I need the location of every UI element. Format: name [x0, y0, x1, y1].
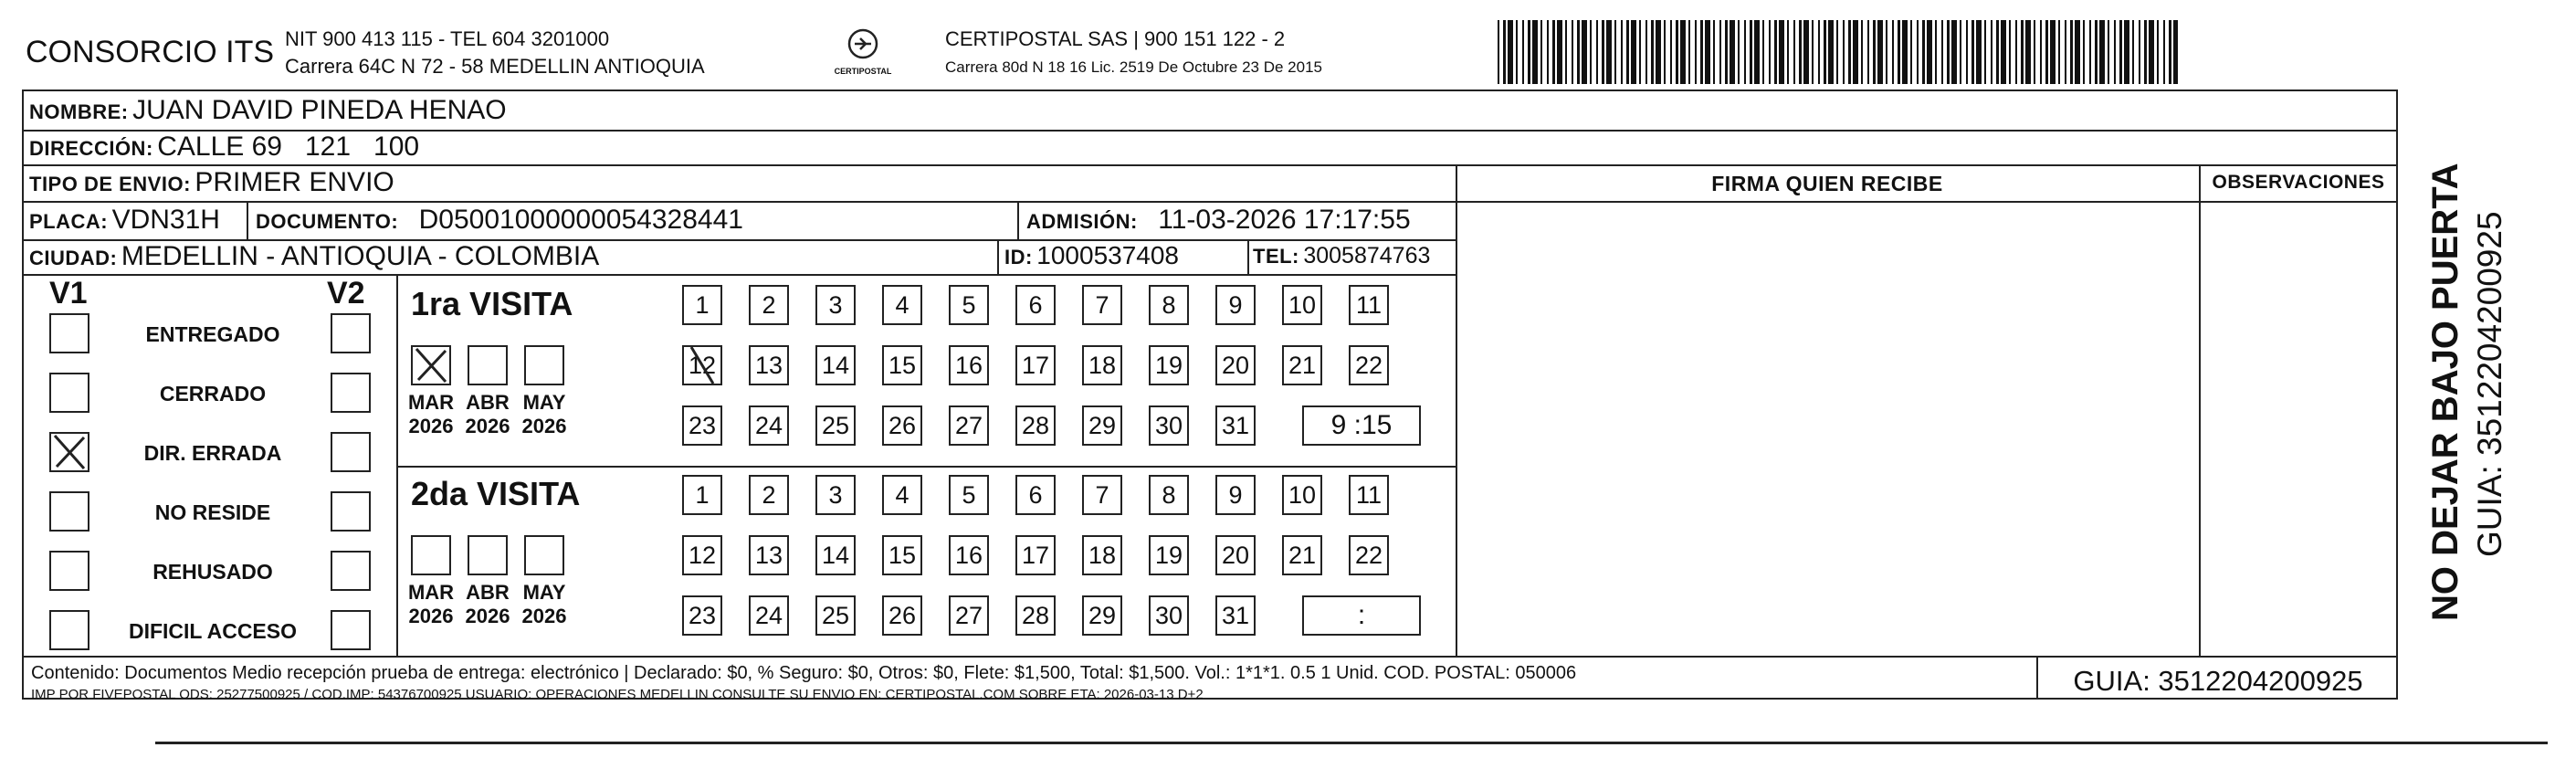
- barcode-bar: [1508, 20, 1513, 84]
- barcode-bar: [1750, 20, 1752, 84]
- status-v2-checkbox[interactable]: [331, 373, 371, 413]
- status-v1-checkbox[interactable]: [49, 551, 89, 591]
- barcode-bar: [1976, 20, 1982, 84]
- first-visit-day[interactable]: 12: [682, 345, 722, 385]
- first-visit-day[interactable]: 27: [949, 405, 989, 446]
- v1-label: V1: [49, 276, 88, 311]
- barcode-bar: [1966, 20, 1968, 84]
- second-visit-day[interactable]: 7: [1082, 475, 1122, 515]
- barcode-bar: [1498, 20, 1499, 84]
- barcode-bar: [1848, 20, 1851, 84]
- city-value: MEDELLIN - ANTIOQUIA - COLOMBIA: [121, 241, 600, 271]
- handwritten-slash-icon: [682, 345, 722, 385]
- first-visit-month-checkbox[interactable]: [468, 345, 508, 385]
- second-visit-day[interactable]: 23: [682, 595, 722, 636]
- second-visit-day[interactable]: 9: [1215, 475, 1256, 515]
- barcode-bar: [1700, 20, 1703, 84]
- first-visit-day[interactable]: 19: [1149, 345, 1189, 385]
- footer-contents: Contenido: Documentos Medio recepción prueba de entrega: electrónico | Declarado: $0, % Seguro: $0, Otros: $0, Flete: $1,500, Total: $1,500. Vol.: 1*1*1. 0.5 1 Unid. COD. POSTAL: 050006: [31, 663, 1577, 683]
- barcode-bar: [1861, 20, 1863, 84]
- barcode-bar: [1922, 20, 1925, 84]
- second-visit-month-label: MAY 2026: [521, 581, 567, 627]
- status-label: DIFICIL ACCESO: [128, 619, 297, 643]
- second-visit-day[interactable]: 19: [1149, 535, 1189, 575]
- carrier-logo: [813, 26, 913, 80]
- barcode-bar: [1984, 20, 1986, 84]
- status-label: NO RESIDE: [154, 500, 271, 524]
- first-visit-time[interactable]: 9 :15: [1302, 405, 1421, 446]
- carrier-logo-icon: [813, 26, 913, 62]
- second-visit-time[interactable]: :: [1302, 595, 1421, 636]
- barcode-bar: [1877, 20, 1883, 84]
- first-visit-day[interactable]: 7: [1082, 285, 1122, 325]
- barcode-bar: [1547, 20, 1549, 84]
- barcode-bar: [2065, 20, 2066, 84]
- first-visit-day[interactable]: 22: [1349, 345, 1389, 385]
- admission-value: 11-03-2026 17:17:55: [1158, 205, 1411, 235]
- barcode-bar: [1873, 20, 1876, 84]
- status-label: CERRADO: [159, 382, 267, 405]
- second-visit-day[interactable]: 11: [1349, 475, 1389, 515]
- carrier-name: CERTIPOSTAL SAS | 900 151 122 - 2: [945, 27, 1286, 50]
- second-visit-title: 2da VISITA: [411, 475, 581, 512]
- status-v2-checkbox[interactable]: [331, 491, 371, 532]
- second-visit-day[interactable]: 25: [815, 595, 856, 636]
- barcode-bar: [1582, 20, 1587, 84]
- second-visit-day[interactable]: 6: [1015, 475, 1056, 515]
- barcode-bar: [1695, 20, 1697, 84]
- second-visit-day[interactable]: 30: [1149, 595, 1189, 636]
- second-visit-month-label: ABR 2026: [465, 581, 510, 627]
- barcode-bar: [2034, 20, 2035, 84]
- barcode-bar: [2144, 20, 2147, 84]
- status-v1-checkbox[interactable]: [49, 491, 89, 532]
- second-visit-day[interactable]: 17: [1015, 535, 1056, 575]
- barcode-bar: [1960, 20, 1961, 84]
- barcode-bar: [1762, 20, 1764, 84]
- barcode-bar: [1836, 20, 1838, 84]
- barcode-bar: [2075, 20, 2080, 84]
- second-visit-day[interactable]: 10: [1282, 475, 1322, 515]
- address-label: DIRECCIÓN:: [29, 137, 153, 160]
- second-visit-month-checkbox[interactable]: [524, 535, 564, 575]
- barcode-bar: [2169, 20, 2171, 84]
- barcode-bar: [1927, 20, 1932, 84]
- barcode-bar: [2095, 20, 2098, 84]
- barcode-bar: [2083, 20, 2085, 84]
- first-visit-month-checkbox[interactable]: [524, 345, 564, 385]
- barcode-bar: [1645, 20, 1647, 84]
- recipient-name-row: [29, 95, 507, 126]
- second-visit-day[interactable]: 12: [682, 535, 722, 575]
- second-visit-day[interactable]: 1: [682, 475, 722, 515]
- carrier-logo-text: CERTIPOSTAL: [834, 67, 892, 76]
- barcode-bar: [1812, 20, 1814, 84]
- second-visit-day[interactable]: 27: [949, 595, 989, 636]
- status-label: ENTREGADO: [145, 322, 280, 346]
- first-visit-day[interactable]: 6: [1015, 285, 1056, 325]
- type-label: TIPO DE ENVIO:: [29, 173, 191, 195]
- second-visit-day[interactable]: 26: [882, 595, 922, 636]
- barcode-bar: [1664, 20, 1666, 84]
- barcode-bar: [1532, 20, 1538, 84]
- barcode-bar: [1947, 20, 1950, 84]
- barcode-bar: [1898, 20, 1900, 84]
- barcode-bar: [1744, 20, 1746, 84]
- barcode-bar: [1719, 20, 1721, 84]
- barcode-bar: [1670, 20, 1672, 84]
- company-address: Carrera 64C N 72 - 58 MEDELLIN ANTIOQUIA: [285, 55, 705, 78]
- status-v2-checkbox[interactable]: [331, 610, 371, 650]
- barcode-bar: [2139, 20, 2140, 84]
- barcode-bar: [1656, 20, 1661, 84]
- first-visit-day[interactable]: 4: [882, 285, 922, 325]
- barcode-bar: [2070, 20, 2073, 84]
- barcode-bar: [1516, 20, 1518, 84]
- barcode-bar: [2001, 20, 2006, 84]
- v2-label: V2: [327, 276, 365, 311]
- tel-cell: [1253, 243, 1430, 269]
- plate-value: VDN31H: [111, 205, 220, 235]
- plate-label: PLACA:: [29, 210, 109, 233]
- observations-title: OBSERVACIONES: [2212, 172, 2385, 193]
- barcode-bar: [1639, 20, 1641, 84]
- barcode-bar: [1596, 20, 1598, 84]
- side-warning: [2425, 110, 2466, 621]
- second-visit-day[interactable]: 24: [749, 595, 789, 636]
- barcode-bar: [1626, 20, 1629, 84]
- tel-label: TEL:: [1253, 245, 1299, 268]
- first-visit-day[interactable]: 2: [749, 285, 789, 325]
- barcode-bar: [2149, 20, 2154, 84]
- barcode-bar: [2132, 20, 2134, 84]
- barcode-bar: [2025, 20, 2031, 84]
- barcode-bar: [1503, 20, 1506, 84]
- barcode-bar: [1779, 20, 1784, 84]
- barcode-bar: [1676, 20, 1678, 84]
- tel-value: 3005874763: [1303, 243, 1431, 268]
- first-visit-day[interactable]: 8: [1149, 285, 1189, 325]
- barcode-bar: [1774, 20, 1777, 84]
- barcode-bar: [1572, 20, 1573, 84]
- second-visit-day[interactable]: 28: [1015, 595, 1056, 636]
- barcode-bar: [1590, 20, 1592, 84]
- barcode-bar: [1528, 20, 1530, 84]
- barcode-bar: [1824, 20, 1826, 84]
- second-visit-day[interactable]: 16: [949, 535, 989, 575]
- barcode-bar: [2099, 20, 2105, 84]
- admission-cell: [1026, 205, 1411, 236]
- second-visit-day[interactable]: 5: [949, 475, 989, 515]
- city-label: CIUDAD:: [29, 247, 118, 269]
- status-v2-checkbox[interactable]: [331, 551, 371, 591]
- city-cell: [29, 241, 599, 272]
- first-visit-day[interactable]: 25: [815, 405, 856, 446]
- name-label: NOMBRE:: [29, 100, 129, 123]
- second-visit-day[interactable]: 20: [1215, 535, 1256, 575]
- first-visit-day[interactable]: 31: [1215, 405, 1256, 446]
- barcode-bar: [2119, 20, 2122, 84]
- second-visit-day[interactable]: 31: [1215, 595, 1256, 636]
- first-visit-day[interactable]: 28: [1015, 405, 1056, 446]
- barcode-bar: [1843, 20, 1845, 84]
- first-visit-title: 1ra VISITA: [411, 285, 573, 322]
- status-v1-checkbox[interactable]: [49, 610, 89, 650]
- first-visit-day[interactable]: 5: [949, 285, 989, 325]
- first-visit-day[interactable]: 10: [1282, 285, 1322, 325]
- first-visit-day[interactable]: 21: [1282, 345, 1322, 385]
- barcode-bar: [1738, 20, 1740, 84]
- second-visit-day[interactable]: 3: [815, 475, 856, 515]
- first-visit-day[interactable]: 3: [815, 285, 856, 325]
- first-visit-day[interactable]: 29: [1082, 405, 1122, 446]
- shipment-type: PRIMER ENVIO: [195, 167, 394, 197]
- barcode-bar: [1725, 20, 1728, 84]
- handwritten-x-icon: [413, 347, 449, 384]
- barcode-bar: [1818, 20, 1820, 84]
- barcode-bar: [1754, 20, 1760, 84]
- first-visit-day[interactable]: 9: [1215, 285, 1256, 325]
- id-label: ID:: [1004, 246, 1033, 268]
- shipment-type-row: [29, 167, 394, 198]
- first-visit-day[interactable]: 24: [749, 405, 789, 446]
- first-visit-day[interactable]: 20: [1215, 345, 1256, 385]
- barcode-bar: [1565, 20, 1567, 84]
- recipient-address-row: [29, 132, 419, 163]
- second-visit-day[interactable]: 21: [1282, 535, 1322, 575]
- barcode-bar: [2058, 20, 2060, 84]
- barcode-bar: [1867, 20, 1869, 84]
- barcode-bar: [2009, 20, 2011, 84]
- second-visit-month-label: MAR 2026: [407, 581, 455, 627]
- barcode: [1498, 20, 2178, 84]
- document-value: D05001000000054328441: [418, 205, 743, 235]
- status-v1-checkbox[interactable]: [49, 313, 89, 353]
- barcode-bar: [1892, 20, 1894, 84]
- first-visit-day[interactable]: 11: [1349, 285, 1389, 325]
- plate-cell: [29, 205, 220, 236]
- barcode-bar: [1910, 20, 1912, 84]
- first-visit-month-label: MAR 2026: [407, 391, 455, 437]
- barcode-bar: [1769, 20, 1771, 84]
- id-value: 1000537408: [1036, 241, 1180, 269]
- admission-label: ADMISIÓN:: [1026, 210, 1138, 233]
- status-v1-checkbox[interactable]: [49, 432, 89, 472]
- barcode-bar: [1828, 20, 1834, 84]
- document-label: DOCUMENTO:: [256, 210, 399, 233]
- barcode-bar: [1917, 20, 1919, 84]
- company-nit: NIT 900 413 115 - TEL 604 3201000: [285, 27, 610, 50]
- signature-title: FIRMA QUIEN RECIBE: [1711, 172, 1943, 195]
- first-visit-day[interactable]: 26: [882, 405, 922, 446]
- barcode-bar: [1941, 20, 1943, 84]
- status-v1-checkbox[interactable]: [49, 373, 89, 413]
- footer-imp: IMP POR FIVEPOSTAL ODS: 25277500925 / COD.IMP: 54376700925 USUARIO: OPERACIONES MEDELLIN CONSULTE SU ENVIO EN: CERTIPOSTAL.COM SOBRE ETA: 2026-03-13 D+2: [31, 687, 1204, 702]
- barcode-bar: [1705, 20, 1710, 84]
- barcode-bar: [1540, 20, 1542, 84]
- document-cell: [256, 205, 743, 236]
- barcode-bar: [1614, 20, 1616, 84]
- barcode-bar: [1730, 20, 1735, 84]
- status-label: REHUSADO: [152, 560, 273, 584]
- barcode-bar: [2114, 20, 2116, 84]
- first-visit-day[interactable]: 30: [1149, 405, 1189, 446]
- barcode-bar: [1522, 20, 1524, 84]
- barcode-bar: [1557, 20, 1562, 84]
- footer-guia: GUIA: 3512204200925: [2073, 665, 2363, 697]
- second-visit-day[interactable]: 13: [749, 535, 789, 575]
- barcode-bar: [1799, 20, 1802, 84]
- barcode-bar: [1971, 20, 1974, 84]
- barcode-bar: [2021, 20, 2024, 84]
- barcode-bar: [2163, 20, 2165, 84]
- barcode-bar: [1793, 20, 1795, 84]
- first-visit-day[interactable]: 16: [949, 345, 989, 385]
- second-visit-day[interactable]: 2: [749, 475, 789, 515]
- barcode-bar: [1631, 20, 1636, 84]
- barcode-bar: [1787, 20, 1789, 84]
- barcode-bar: [2045, 20, 2048, 84]
- company-name: CONSORCIO ITS: [26, 35, 275, 69]
- first-visit-day[interactable]: 17: [1015, 345, 1056, 385]
- barcode-bar: [1602, 20, 1604, 84]
- second-visit-day[interactable]: 29: [1082, 595, 1122, 636]
- second-visit-day[interactable]: 14: [815, 535, 856, 575]
- status-label: DIR. ERRADA: [143, 441, 282, 465]
- barcode-bar: [1680, 20, 1686, 84]
- recipient-address: CALLE 69 121 100: [157, 132, 420, 162]
- barcode-bar: [1621, 20, 1623, 84]
- second-visit-day[interactable]: 18: [1082, 535, 1122, 575]
- barcode-bar: [1577, 20, 1580, 84]
- barcode-bar: [1606, 20, 1612, 84]
- first-visit-day[interactable]: 14: [815, 345, 856, 385]
- first-visit-day[interactable]: 13: [749, 345, 789, 385]
- first-visit-day[interactable]: 1: [682, 285, 722, 325]
- first-visit-month-checkbox[interactable]: [411, 345, 451, 385]
- second-visit-month-checkbox[interactable]: [468, 535, 508, 575]
- barcode-bar: [1853, 20, 1858, 84]
- barcode-bar: [2050, 20, 2056, 84]
- barcode-bar: [1996, 20, 1999, 84]
- side-warning-text: NO DEJAR BAJO PUERTA: [2425, 163, 2466, 621]
- first-visit-day[interactable]: 23: [682, 405, 722, 446]
- status-v2-checkbox[interactable]: [331, 313, 371, 353]
- barcode-bar: [1951, 20, 1957, 84]
- barcode-bar: [2040, 20, 2042, 84]
- barcode-bar: [1688, 20, 1690, 84]
- barcode-bar: [2089, 20, 2091, 84]
- handwritten-x-icon: [51, 434, 88, 470]
- status-v2-checkbox[interactable]: [331, 432, 371, 472]
- barcode-bar: [1902, 20, 1908, 84]
- second-visit-day[interactable]: 8: [1149, 475, 1189, 515]
- first-visit-day[interactable]: 18: [1082, 345, 1122, 385]
- barcode-bar: [1886, 20, 1887, 84]
- second-visit-month-checkbox[interactable]: [411, 535, 451, 575]
- first-visit-month-label: ABR 2026: [465, 391, 510, 437]
- barcode-bar: [2015, 20, 2017, 84]
- second-visit-day[interactable]: 22: [1349, 535, 1389, 575]
- barcode-bar: [1991, 20, 1992, 84]
- barcode-bar: [1803, 20, 1809, 84]
- second-visit-day[interactable]: 15: [882, 535, 922, 575]
- first-visit-month-label: MAY 2026: [521, 391, 567, 437]
- id-cell: [1004, 241, 1179, 270]
- barcode-bar: [2108, 20, 2109, 84]
- carrier-address: Carrera 80d N 18 16 Lic. 2519 De Octubre 23 De 2015: [945, 58, 1322, 76]
- barcode-bar: [2173, 20, 2178, 84]
- barcode-bar: [1651, 20, 1654, 84]
- barcode-bar: [1713, 20, 1715, 84]
- side-guia: [2471, 137, 2509, 557]
- barcode-bar: [2157, 20, 2159, 84]
- second-visit-day[interactable]: 4: [882, 475, 922, 515]
- first-visit-day[interactable]: 15: [882, 345, 922, 385]
- barcode-bar: [1552, 20, 1555, 84]
- side-guia-text: GUIA: 3512204200925: [2471, 211, 2508, 557]
- recipient-name: JUAN DAVID PINEDA HENAO: [132, 95, 507, 125]
- barcode-bar: [2124, 20, 2129, 84]
- barcode-bar: [1935, 20, 1937, 84]
